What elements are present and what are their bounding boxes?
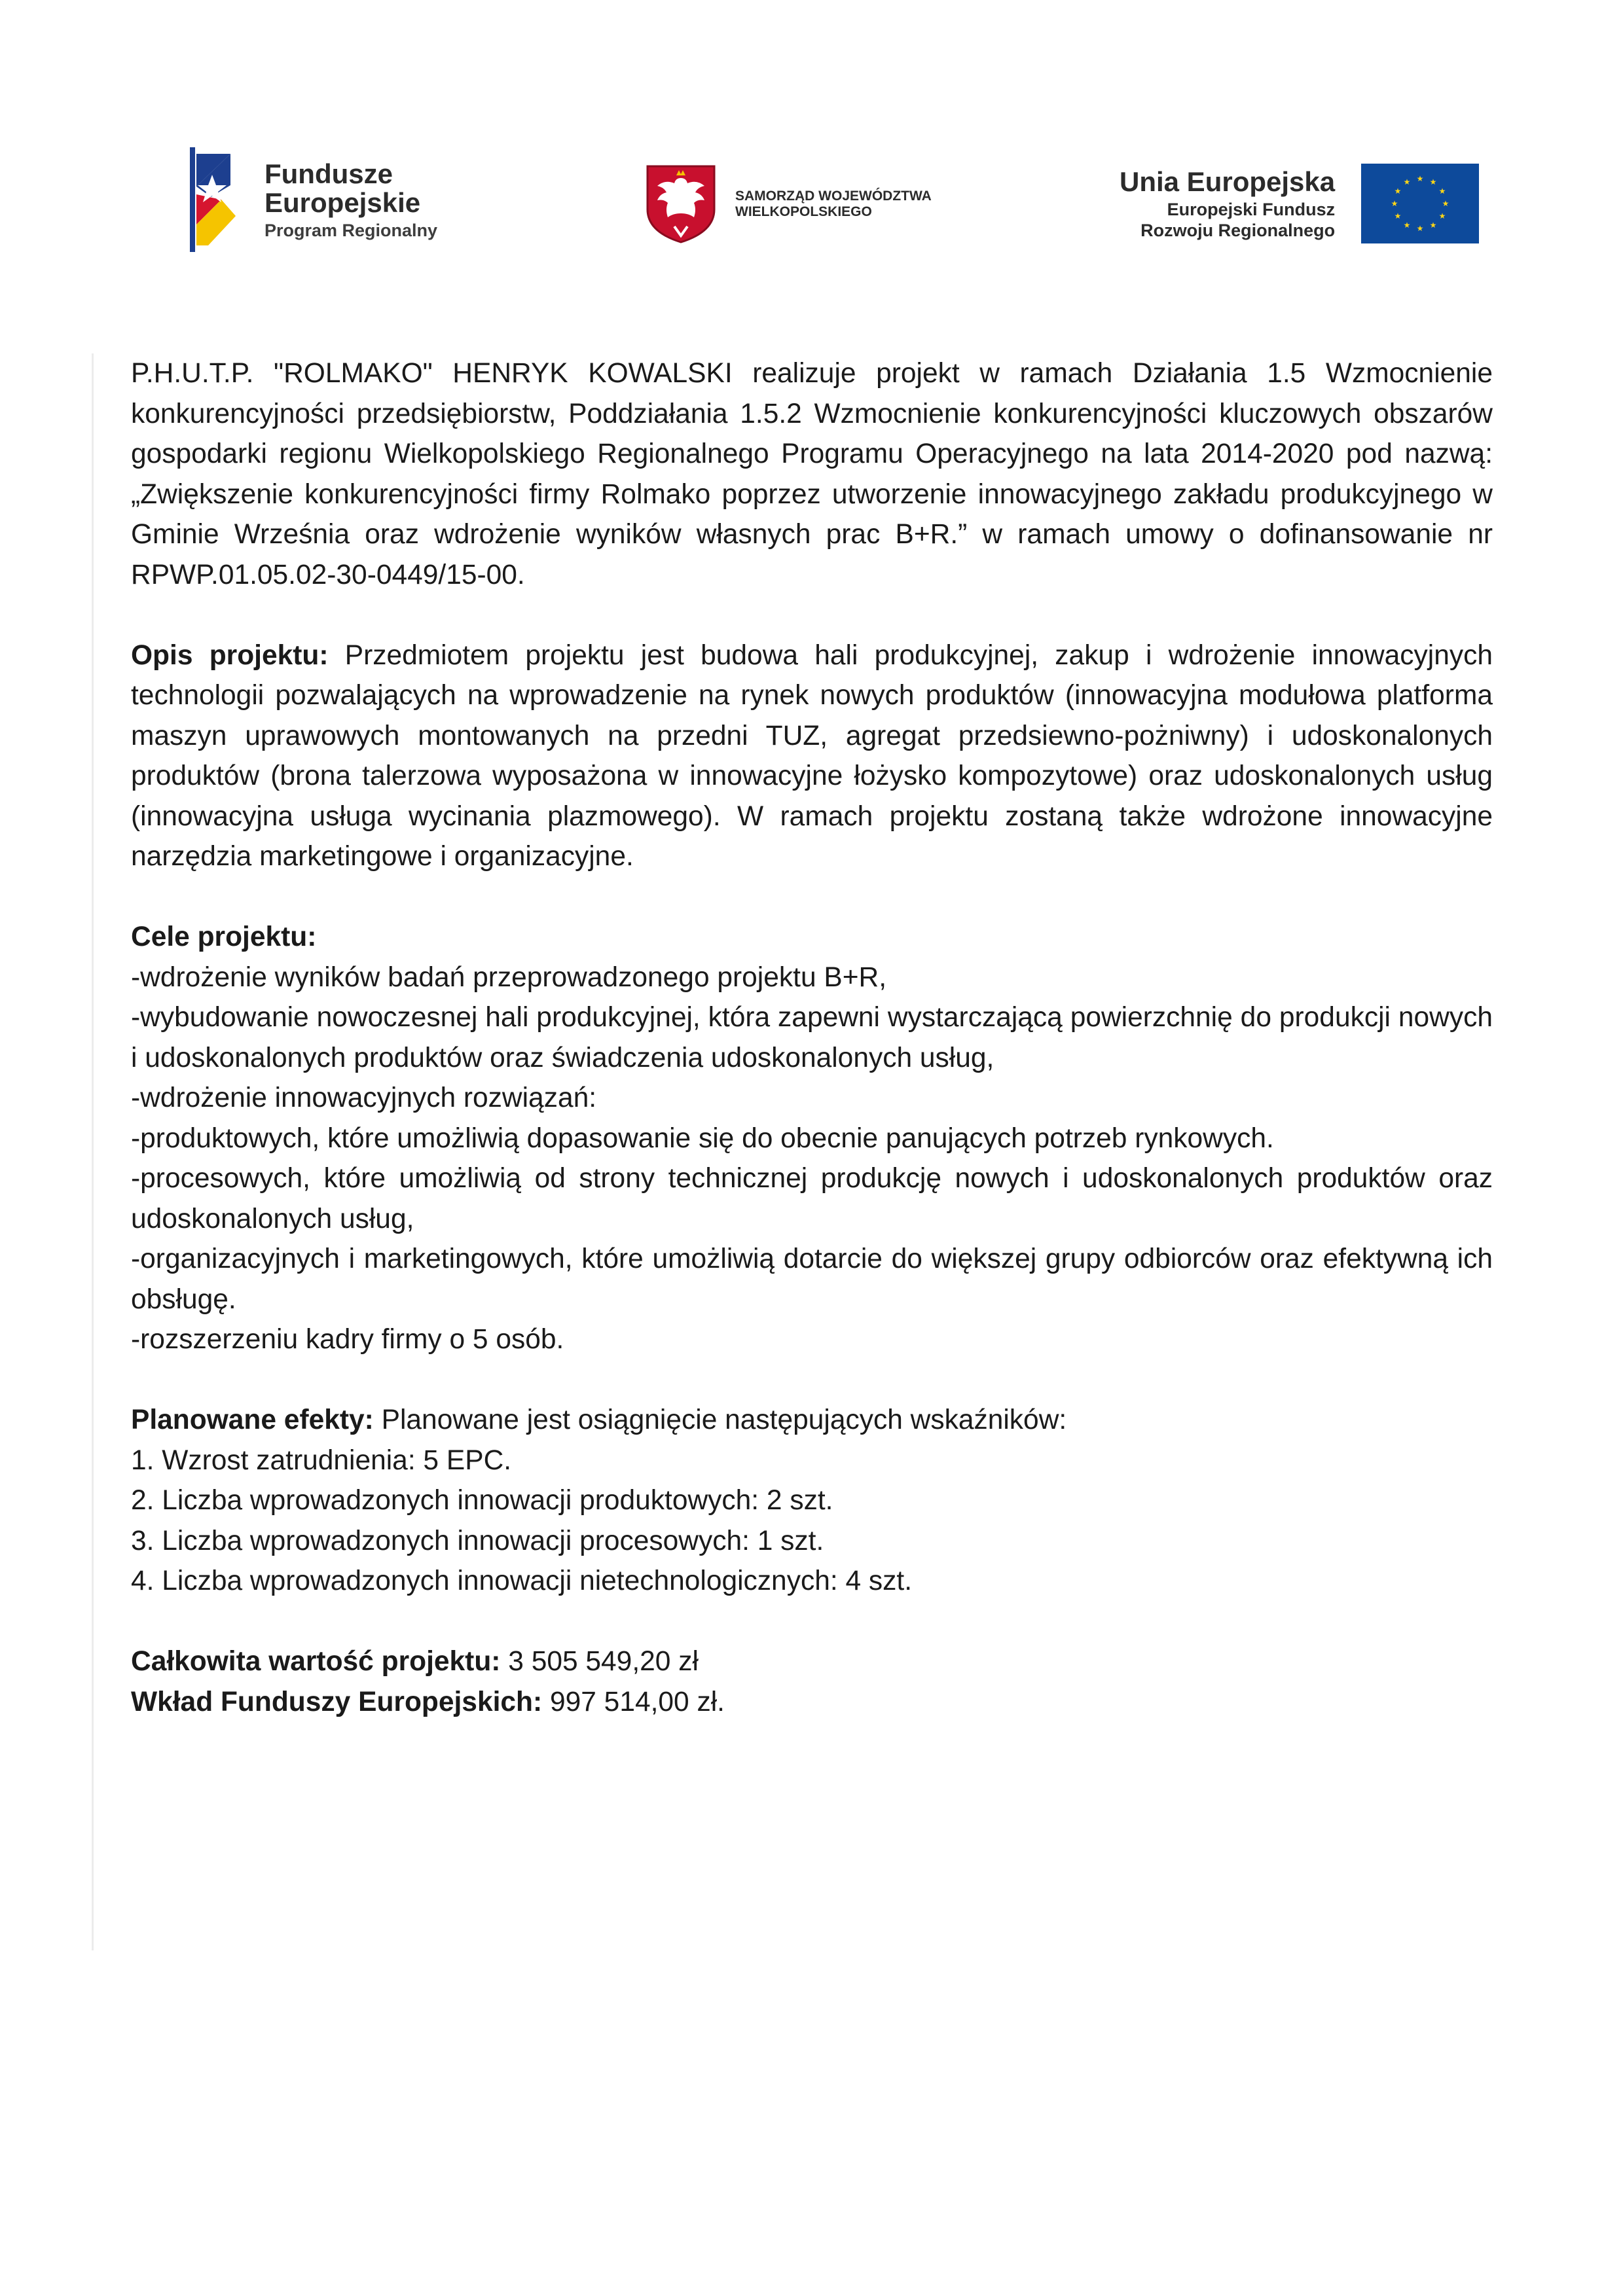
fundusze-title-line1: Fundusze — [264, 158, 393, 189]
wielkopolska-eagle-shield-icon — [645, 164, 717, 245]
cele-item: -organizacyjnych i marketingowych, które umożliwią dotarcie do większej grupy odbiorców oraz efektywną ich obsługę. — [131, 1244, 1493, 1315]
efekty-item: 1. Wzrost zatrudnienia: 5 EPC. — [131, 1444, 512, 1476]
svg-text:★: ★ — [1442, 199, 1450, 208]
cele-section — [131, 917, 1493, 1360]
efekty-label: Planowane efekty: — [131, 1405, 374, 1435]
opis-text: Przedmiotem projektu jest budowa hali produkcyjnej, zakup i wdrożenie innowacyjnych technologii pozwalających na wprowadzenie na rynek nowych produktów (innowacyjna modułowa platforma maszyn uprawowych montowanych na przedni TUZ, agregat przedsiewno-pożniwny) i udoskonalonych produktów (brona talerzowa wyposażona w innowacyjne łożysko kompozytowe) oraz udoskonalonych usług (innowacyjna usługa wycinania plazmowego). W ramach projektu zostaną także wdrożone innowacyjne narzędzia marketingowe i organizacyjne. — [131, 639, 1493, 872]
svg-text:★: ★ — [1429, 177, 1437, 187]
svg-text:★: ★ — [1429, 221, 1437, 230]
svg-text:★: ★ — [1403, 177, 1411, 187]
unia-line1: Europejski Fundusz — [1167, 199, 1336, 219]
wartosc-line — [131, 1641, 1493, 1682]
cele-label: Cele projektu: — [131, 922, 317, 952]
page-left-margin-rule — [92, 353, 94, 1950]
svg-text:★: ★ — [1391, 199, 1398, 208]
cele-item: -produktowych, które umożliwią dopasowanie się do obecnie panujących potrzeb rynkowych. — [131, 1122, 1274, 1154]
fundusze-subtitle: Program Regionalny — [264, 220, 438, 240]
svg-text:★: ★ — [1394, 187, 1402, 196]
intro-paragraph: P.H.U.T.P. "ROLMAKO" HENRYK KOWALSKI realizuje projekt w ramach Działania 1.5 Wzmocnienie konkurencyjności przedsiębiorstw, Poddziałania 1.5.2 Wzmocnienie konkurencyjności kluczowych obszarów gospodarki regionu Wielkopolskiego Regionalnego Programu Operacyjnego na lata 2014-2020 pod nazwą: „Zwiększenie konkurencyjności firmy Rolmako poprzez utworzenie innowacyjnego zakładu produkcyjnego w Gminie Września oraz wdrożenie wyników własnych prac B+R.” w ramach umowy o dofinansowanie nr RPWP.01.05.02-30-0449/15-00. — [131, 358, 1493, 590]
wklad-line — [131, 1682, 1493, 1723]
cele-item: -wybudowanie nowoczesnej hali produkcyjnej, która zapewni wystarczającą powierzchnię do produkcji nowych i udoskonalonych produktów oraz świadczenia udoskonalonych usług, — [131, 1002, 1493, 1073]
efekty-section — [131, 1400, 1493, 1602]
svg-text:★: ★ — [1416, 224, 1424, 233]
unia-europejska-logo — [1120, 164, 1479, 243]
svg-text:★: ★ — [1438, 211, 1446, 221]
wklad-value: 997 514,00 zł. — [542, 1686, 725, 1717]
logo-header — [0, 0, 1623, 275]
svg-text:★: ★ — [1438, 187, 1446, 196]
opis-paragraph — [131, 636, 1493, 877]
svg-text:★: ★ — [1394, 211, 1402, 221]
fundusze-title-line2: Europejskie — [264, 187, 421, 218]
svg-text:★: ★ — [1416, 174, 1424, 183]
unia-title: Unia Europejska — [1120, 166, 1336, 198]
wklad-label: Wkład Funduszy Europejskich: — [131, 1686, 543, 1717]
efekty-item: 2. Liczba wprowadzonych innowacji produktowych: 2 szt. — [131, 1485, 833, 1516]
svg-text:★: ★ — [1403, 221, 1411, 230]
cele-item: -wdrożenie innowacyjnych rozwiązań: — [131, 1083, 597, 1113]
cele-item: -procesowych, które umożliwią od strony technicznej produkcję nowych i udoskonalonych produktów oraz udoskonalonych usług, — [131, 1163, 1493, 1234]
wartosc-value: 3 505 549,20 zł — [500, 1646, 699, 1677]
efekty-text: Planowane jest osiągnięcie następujących wskaźników: — [373, 1405, 1067, 1435]
fundusze-europejskie-emblem-icon — [190, 147, 245, 252]
fundusze-europejskie-logo — [190, 147, 437, 252]
samorzad-line2: WIELKOPOLSKIEGO — [735, 204, 872, 219]
efekty-item: 3. Liczba wprowadzonych innowacji procesowych: 1 szt. — [131, 1525, 824, 1556]
samorzad-wielkopolska-logo — [645, 164, 932, 245]
cele-item: -wdrożenie wyników badań przeprowadzonego projektu B+R, — [131, 961, 887, 993]
document-body — [131, 353, 1493, 1722]
efekty-heading — [131, 1400, 1493, 1441]
samorzad-line1: SAMORZĄD WOJEWÓDZTWA — [735, 188, 932, 204]
opis-label: Opis projektu: — [131, 639, 329, 671]
efekty-item: 4. Liczba wprowadzonych innowacji nietechnologicznych: 4 szt. — [131, 1566, 913, 1596]
unia-line2: Rozwoju Regionalnego — [1140, 221, 1336, 241]
wartosc-label: Całkowita wartość projektu: — [131, 1646, 501, 1677]
eu-flag-icon — [1361, 164, 1479, 243]
finanse-section — [131, 1641, 1493, 1722]
cele-item: -rozszerzeniu kadry firmy o 5 osób. — [131, 1324, 564, 1355]
